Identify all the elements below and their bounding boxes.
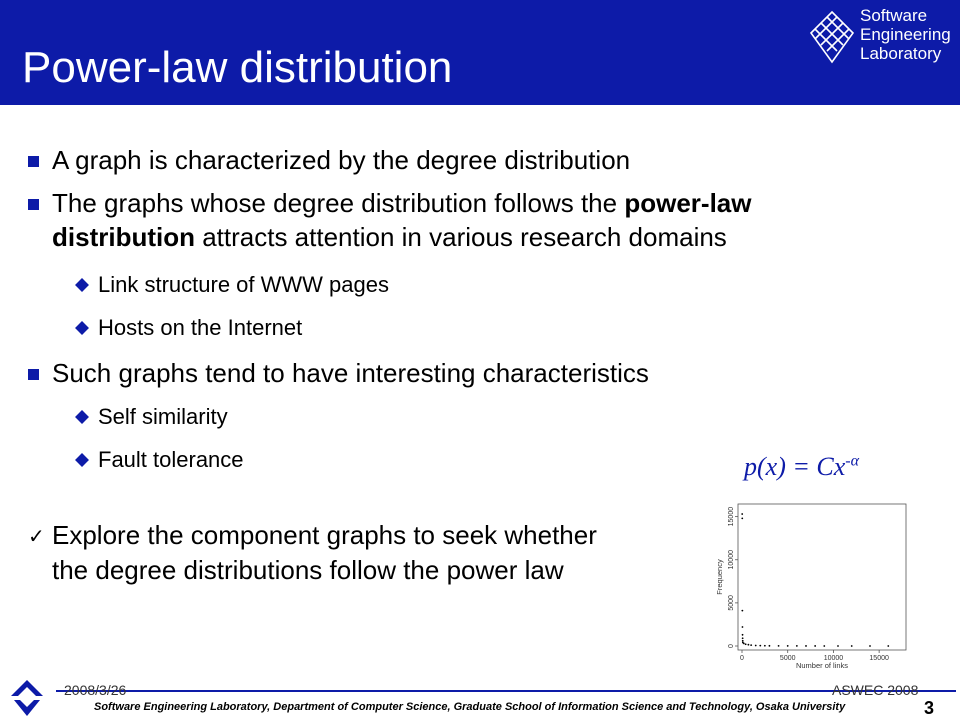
bullet-1-text: A graph is characterized by the degree distribution bbox=[52, 145, 631, 175]
square-bullet-icon bbox=[28, 199, 39, 210]
logo-line-1: Software bbox=[860, 6, 928, 25]
page-number: 3 bbox=[924, 698, 935, 718]
footer-divider bbox=[56, 690, 956, 692]
data-point bbox=[823, 645, 825, 647]
bullet-2-bold-a: power-law bbox=[624, 188, 752, 218]
lab-logo-icon bbox=[808, 9, 856, 65]
y-tick-label: 10000 bbox=[728, 550, 735, 570]
power-law-formula bbox=[744, 452, 859, 482]
y-axis-label: Frequency bbox=[715, 559, 724, 595]
sub-bullet-1-text: Link structure of WWW pages bbox=[98, 272, 389, 297]
plot-frame bbox=[738, 504, 906, 650]
data-point bbox=[769, 645, 771, 647]
data-point bbox=[764, 645, 766, 647]
logo-line-2: Engineering bbox=[860, 25, 951, 44]
data-point bbox=[741, 517, 743, 519]
bullet-2-text-a: The graphs whose degree distribution follows the bbox=[52, 188, 625, 218]
data-point bbox=[837, 645, 839, 647]
data-point bbox=[742, 634, 744, 636]
data-point bbox=[742, 640, 744, 642]
data-point bbox=[750, 644, 752, 646]
data-point bbox=[805, 645, 807, 647]
diamond-bullet-icon bbox=[75, 321, 89, 335]
data-point bbox=[741, 610, 743, 612]
bullet-2-bold-b: distribution bbox=[52, 222, 195, 252]
logo-line-3: Laboratory bbox=[860, 44, 942, 63]
data-point bbox=[755, 645, 757, 647]
degree-distribution-chart bbox=[700, 500, 912, 670]
data-point bbox=[743, 643, 745, 645]
diamond-bullet-icon bbox=[75, 453, 89, 467]
data-point bbox=[742, 637, 744, 639]
square-bullet-icon bbox=[28, 156, 39, 167]
data-point bbox=[741, 513, 743, 515]
checkmark-icon: ✓ bbox=[28, 526, 45, 548]
slide-title: Power-law distribution bbox=[22, 43, 453, 92]
diamond-bullet-icon bbox=[75, 410, 89, 424]
osaka-university-logo-icon bbox=[6, 676, 48, 718]
data-point bbox=[745, 643, 747, 645]
data-point bbox=[869, 645, 871, 647]
data-point bbox=[748, 644, 750, 646]
sub-bullet-2-text: Hosts on the Internet bbox=[98, 315, 303, 340]
bullet-2-text-b: attracts attention in various research domains bbox=[194, 222, 727, 252]
data-point bbox=[778, 645, 780, 647]
footer-organization: Software Engineering Laboratory, Department of Computer Science, Graduate School of Information Science and Technology, Osaka University bbox=[94, 701, 846, 713]
x-axis-label: Number of links bbox=[795, 661, 849, 670]
data-point bbox=[759, 645, 761, 647]
x-tick-label: 5000 bbox=[779, 655, 796, 662]
data-point bbox=[814, 645, 816, 647]
bullet-2-text bbox=[52, 186, 932, 254]
lab-logo bbox=[808, 6, 958, 68]
title-bar bbox=[0, 0, 960, 105]
data-point bbox=[887, 645, 889, 647]
check-item-text: Explore the component graphs to seek whether the degree distributions follow the power law bbox=[52, 520, 597, 585]
data-point bbox=[851, 645, 853, 647]
y-tick-label: 5000 bbox=[728, 595, 735, 611]
sub-bullet-4-text: Fault tolerance bbox=[98, 447, 244, 472]
bullet-3-text: Such graphs tend to have interesting characteristics bbox=[52, 358, 649, 388]
x-tick-label: 10000 bbox=[823, 655, 844, 662]
footer-date: 2008/3/26 bbox=[64, 682, 127, 698]
data-point bbox=[787, 645, 789, 647]
sub-bullet-3-text: Self similarity bbox=[98, 404, 228, 429]
x-tick-label: 15000 bbox=[869, 655, 889, 662]
data-point bbox=[742, 626, 744, 628]
data-point bbox=[796, 645, 798, 647]
footer-conference: ASWEC 2008 bbox=[832, 682, 919, 698]
y-tick-label: 15000 bbox=[728, 506, 735, 527]
formula-exponent: -α bbox=[845, 452, 860, 470]
x-tick-label: 0 bbox=[740, 655, 744, 662]
diamond-bullet-icon bbox=[75, 278, 89, 292]
square-bullet-icon bbox=[28, 369, 39, 380]
formula-base: p(x) = Cx bbox=[744, 452, 846, 481]
y-tick-label: 0 bbox=[728, 644, 735, 648]
